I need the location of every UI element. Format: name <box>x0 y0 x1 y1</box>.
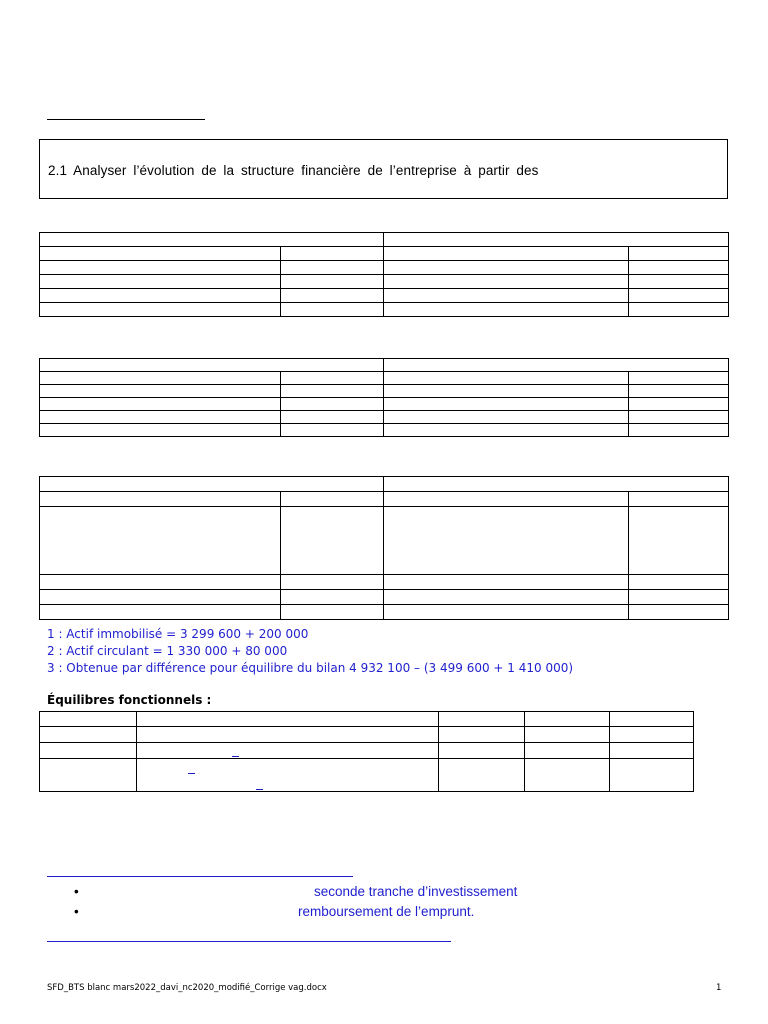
blue-underline-mark <box>188 773 195 774</box>
bilan-table-1 <box>39 232 729 317</box>
equilibres-title: Équilibres fonctionnels : <box>47 693 212 707</box>
table-row <box>40 575 729 590</box>
table-row <box>40 303 729 317</box>
top-rule <box>47 119 205 120</box>
bullet-icon: • <box>74 904 79 919</box>
note-3: 3 : Obtenue par différence pour équilibre du bilan 4 932 100 – (3 499 600 + 1 410 000) <box>47 661 574 675</box>
table-row <box>40 712 694 727</box>
bilan-table-3 <box>39 476 729 620</box>
blue-underline-mark <box>256 789 263 790</box>
table-cell <box>384 477 729 492</box>
table-row <box>40 289 729 303</box>
table-row <box>40 605 729 620</box>
note-1: 1 : Actif immobilisé = 3 299 600 + 200 000 <box>47 627 309 641</box>
note-2: 2 : Actif circulant = 1 330 000 + 80 000 <box>47 644 288 658</box>
table-cell <box>40 477 384 492</box>
table-row <box>40 247 729 261</box>
bullet-icon: • <box>74 884 79 899</box>
table-row <box>40 372 729 385</box>
table-row <box>40 743 694 759</box>
bullet-text-1: seconde tranche d’investissement <box>314 884 518 899</box>
table-row <box>40 507 729 575</box>
blue-underline-mark <box>232 756 239 757</box>
table-cell <box>40 233 384 247</box>
bilan-table-2 <box>39 358 729 437</box>
footer-page-number: 1 <box>716 983 722 993</box>
equilibres-table <box>39 711 694 792</box>
blue-rule-lower <box>47 941 451 942</box>
bullet-text-2: remboursement de l’emprunt. <box>298 904 475 919</box>
table-row <box>40 398 729 411</box>
footer-filename: SFD_BTS blanc mars2022_davi_nc2020_modifié_Corrige vag.docx <box>47 983 327 993</box>
table-row <box>40 492 729 507</box>
table-notes <box>47 626 573 677</box>
question-text: 2.1 Analyser l’évolution de la structure financière de l’entreprise à partir des <box>48 163 539 178</box>
table-row <box>40 727 694 743</box>
table-row <box>40 385 729 398</box>
table-row <box>40 275 729 289</box>
table-row <box>40 424 729 437</box>
blue-rule-upper <box>47 876 353 877</box>
table-row <box>40 759 694 792</box>
table-row <box>40 261 729 275</box>
table-cell <box>384 233 729 247</box>
table-row <box>40 411 729 424</box>
question-box <box>39 139 728 199</box>
table-row <box>40 590 729 605</box>
table-cell <box>40 359 384 372</box>
table-cell <box>384 359 729 372</box>
